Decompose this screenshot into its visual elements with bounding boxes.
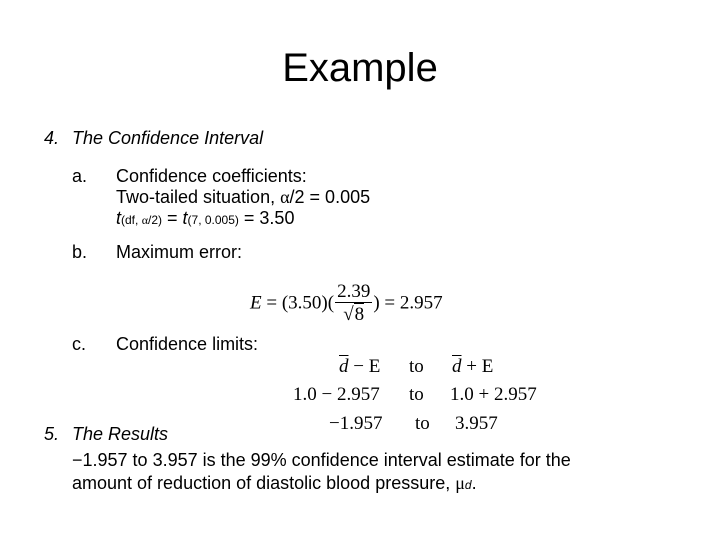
mu-symbol: μ [455, 473, 465, 493]
mu-subscript: d [464, 478, 472, 492]
limit-right-text: + E [461, 356, 494, 377]
item-a-line2 [116, 186, 370, 208]
t-value: = 3.50 [238, 208, 295, 228]
t-symbol: t [182, 208, 188, 228]
limit-left-text: −1.957 [329, 413, 383, 434]
item-a-line2-suffix: /2 = 0.005 [289, 187, 371, 207]
formula-fraction [335, 282, 372, 326]
limit-right-row-1 [452, 356, 493, 378]
limit-right-row-3 [455, 413, 498, 435]
d-bar-symbol: $\overline{d}$ [339, 356, 349, 377]
section-4-number: 4. [44, 128, 60, 148]
formula-close-paren: ) [373, 292, 380, 314]
results-line-2-prefix: amount of reduction of diastolic blood pressure, [72, 473, 456, 493]
item-a-line2-prefix: Two-tailed situation, [116, 187, 281, 207]
limit-left-text: − E [348, 356, 381, 377]
alpha-symbol: α [280, 187, 290, 207]
item-c-letter: c. [72, 334, 87, 354]
item-b-letter: b. [72, 242, 88, 262]
limit-to-row-3: to [415, 413, 430, 434]
section-5-number: 5. [44, 424, 60, 444]
formula-denominator [335, 302, 372, 326]
page-title: Example [282, 46, 438, 90]
results-line-1: −1.957 to 3.957 is the 99% confidence interval estimate for the [72, 450, 571, 470]
formula-numerator: 2.39 [337, 281, 371, 302]
limit-to-row-2: to [409, 384, 424, 405]
formula-equals: = [261, 292, 282, 314]
limit-right-text: 1.0 + 2.957 [450, 384, 537, 405]
limit-left-text: 1.0 − 2.957 [293, 384, 380, 405]
equals-sign: = [162, 208, 183, 228]
item-a-label: Confidence coefficients: [116, 166, 307, 186]
formula-open-paren: ( [327, 292, 335, 314]
item-b-label: Maximum error: [116, 242, 243, 262]
formula-lhs: E [250, 292, 262, 314]
limit-left-row-1 [339, 356, 380, 378]
item-a-line3 [116, 207, 294, 231]
limit-left-row-3 [329, 413, 382, 435]
limit-left-row-2 [293, 384, 380, 406]
section-4-heading: The Confidence Interval [72, 128, 264, 148]
item-c-label: Confidence limits: [116, 334, 259, 354]
limit-to-row-1: to [409, 356, 424, 377]
limit-right-text: 3.957 [455, 413, 498, 434]
t-symbol: t [116, 208, 122, 228]
max-error-formula [250, 282, 443, 326]
sqrt-icon: √ [343, 304, 354, 325]
alpha-symbol: α [141, 213, 148, 227]
t-subscript-2: (7, 0.005) [187, 213, 239, 227]
section-5-heading: The Results [72, 424, 169, 444]
limit-right-row-2 [450, 384, 537, 406]
formula-factor: (3.50) [281, 292, 328, 314]
t-subscript-1b: /2) [147, 213, 162, 227]
d-bar-symbol: $\overline{d}$ [452, 356, 462, 377]
t-subscript-1a: (df, [121, 213, 142, 227]
results-line-2-suffix: . [471, 473, 477, 493]
formula-radicand: 8 [354, 304, 365, 325]
item-a-letter: a. [72, 166, 88, 186]
results-line-2 [72, 472, 477, 496]
formula-result: = 2.957 [379, 292, 443, 314]
